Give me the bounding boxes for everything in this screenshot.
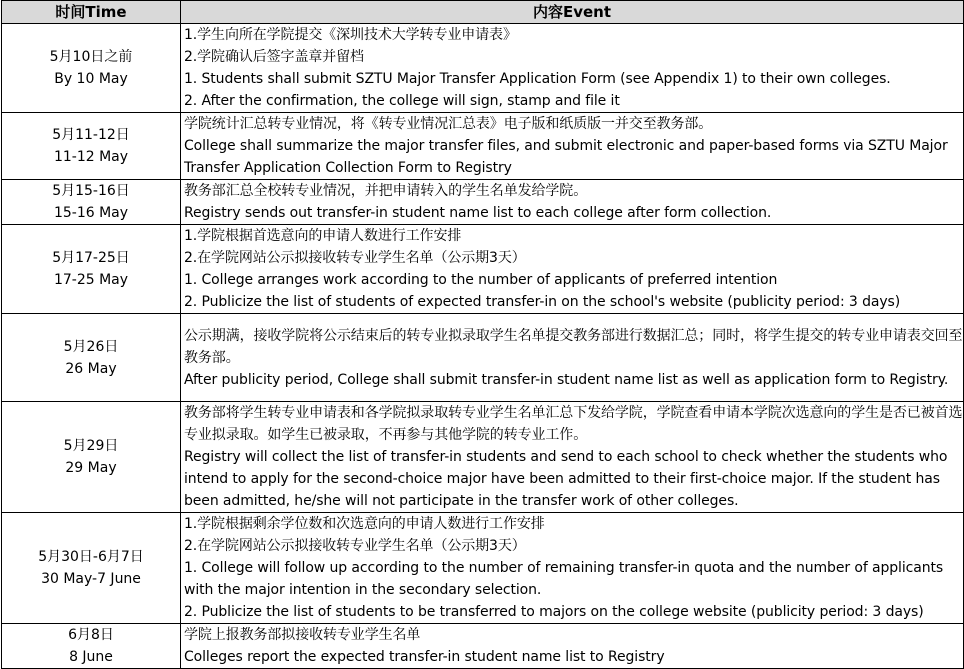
- event-line: 公示期满，接收学院将公示结束后的转专业拟录取学生名单提交教务部进行数据汇总；同时，将学生提交的转专业申请表交回至教务部。: [184, 327, 963, 366]
- event-line: After publicity period, College shall submit transfer-in student name list as well as application form to Registry.: [184, 371, 949, 388]
- table-row: [2, 314, 964, 402]
- event-cell: [181, 624, 964, 669]
- time-cn: 5月30日-6月7日: [38, 549, 144, 565]
- time-cell: [2, 24, 181, 113]
- time-cn: 5月26日: [63, 338, 119, 355]
- time-column-header: 时间Time: [2, 1, 181, 24]
- event-line: College shall summarize the major transfer files, and submit electronic and paper-based forms via SZTU Major Transfer Application Collection Form to Registry: [184, 138, 948, 176]
- table-header-row: [2, 1, 964, 24]
- event-line: Registry will collect the list of transfer-in students and send to each school to check whether the students who intend to apply for the second-choice major have been admitted to their first-choice major. If the student has been admitted, he/she will not participate in the transfer work of other colleges.: [184, 449, 948, 509]
- event-line: 1.学院根据首选意向的申请人数进行工作安排: [184, 228, 462, 244]
- time-cn: 6月8日: [68, 627, 114, 643]
- event-line: 教务部汇总全校转专业情况，并把申请转入的学生名单发给学院。: [184, 183, 588, 199]
- event-line: 学院统计汇总转专业情况，将《转专业情况汇总表》电子版和纸质版一并交至教务部。: [184, 116, 713, 132]
- event-line: 1. College will follow up according to the number of remaining transfer-in quota and the number of applicants with the major intention in the secondary selection.: [184, 560, 944, 598]
- table-row: [2, 225, 964, 314]
- time-cell: [2, 225, 181, 314]
- time-en: 8 June: [69, 649, 113, 665]
- table-row: [2, 24, 964, 113]
- time-cell: [2, 513, 181, 624]
- table-row: [2, 402, 964, 513]
- event-line: 2. Publicize the list of students of expected transfer-in on the school's website (publicity period: 3 days): [184, 294, 901, 310]
- time-cell: [2, 314, 181, 402]
- time-cell: [2, 113, 181, 180]
- time-en: By 10 May: [54, 71, 128, 87]
- event-line: Registry sends out transfer-in student name list to each college after form collection.: [184, 205, 772, 221]
- event-cell: [181, 402, 964, 513]
- event-line: Colleges report the expected transfer-in student name list to Registry: [184, 649, 665, 665]
- table-row: [2, 513, 964, 624]
- time-cn: 5月10日之前: [49, 49, 133, 65]
- time-cell: [2, 402, 181, 513]
- event-line: 2. Publicize the list of students to be transferred to majors on the college website (publicity period: 3 days): [184, 604, 924, 620]
- event-line: 学院上报教务部拟接收转专业学生名单: [184, 627, 421, 643]
- time-en: 26 May: [65, 360, 117, 377]
- time-en: 11-12 May: [53, 149, 129, 165]
- time-en: 30 May-7 June: [41, 571, 141, 587]
- event-cell: [181, 180, 964, 225]
- event-cell: [181, 113, 964, 180]
- event-cell: [181, 24, 964, 113]
- time-cell: [2, 624, 181, 669]
- time-en: 29 May: [65, 460, 117, 476]
- event-cell: [181, 225, 964, 314]
- event-line: 教务部将学生转专业申请表和各学院拟录取转专业学生名单汇总下发给学院，学院查看申请本学院次选意向的学生是否已被首选专业拟录取。如学生已被录取，不再参与其他学院的转专业工作。: [184, 405, 963, 443]
- table-row: [2, 180, 964, 225]
- time-cn: 5月15-16日: [52, 183, 130, 199]
- event-line: 2.在学院网站公示拟接收转专业学生名单（公示期3天）: [184, 538, 526, 554]
- event-cell: [181, 513, 964, 624]
- event-line: 2.在学院网站公示拟接收转专业学生名单（公示期3天）: [184, 250, 526, 266]
- time-cn: 5月29日: [63, 438, 119, 454]
- time-cell: [2, 180, 181, 225]
- time-en: 17-25 May: [53, 272, 129, 288]
- event-cell: [181, 314, 964, 402]
- event-column-header: 内容Event: [181, 1, 964, 24]
- event-line: 1.学生向所在学院提交《深圳技术大学转专业申请表》: [184, 27, 517, 43]
- event-line: 2.学院确认后签字盖章并留档: [184, 49, 364, 65]
- time-en: 15-16 May: [53, 205, 129, 221]
- time-cn: 5月11-12日: [52, 127, 130, 143]
- event-line: 1.学院根据剩余学位数和次选意向的申请人数进行工作安排: [184, 516, 545, 532]
- table-row: [2, 624, 964, 669]
- event-line: 2. After the confirmation, the college will sign, stamp and file it: [184, 93, 620, 109]
- schedule-table: [1, 0, 964, 669]
- event-line: 1. College arranges work according to the number of applicants of preferred intention: [184, 272, 778, 288]
- time-cn: 5月17-25日: [52, 250, 130, 266]
- event-line: 1. Students shall submit SZTU Major Transfer Application Form (see Appendix 1) to their own colleges.: [184, 71, 891, 87]
- table-row: [2, 113, 964, 180]
